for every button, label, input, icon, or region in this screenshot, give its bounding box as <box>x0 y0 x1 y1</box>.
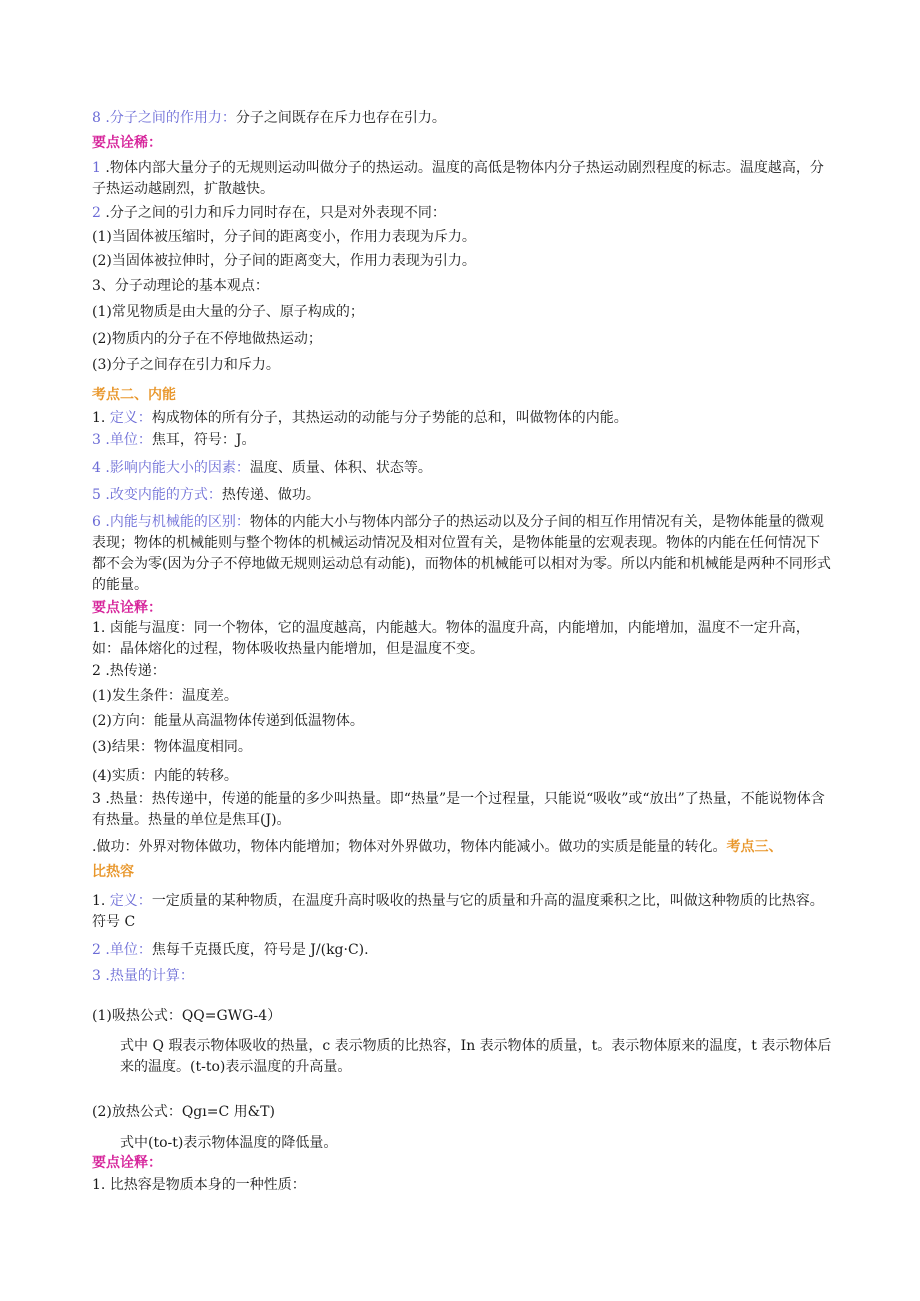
line-ways-to-change <box>92 485 832 505</box>
item-number: 6 <box>92 514 101 530</box>
item-text: 焦每千克摄氏度，符号是 J/(kg·C). <box>151 942 369 958</box>
key-point-heading: 要点诠释： <box>92 600 162 616</box>
item-heading: .改变内能的方式： <box>105 487 222 503</box>
item-number: 2 <box>92 205 101 221</box>
line-property: 1. 比热容是物质本身的一种性质： <box>92 1177 306 1193</box>
section-heading-specific-heat-part2: 比热容 <box>92 864 134 880</box>
item-heading: .单位： <box>105 432 152 448</box>
line-unit <box>92 430 832 450</box>
line-stretched: (2)当固体被拉伸时，分子间的距离变大，作用力表现为引力。 <box>92 253 476 269</box>
item-number: 3 <box>92 432 101 448</box>
line-basic-views: 3、分子动理论的基本观点： <box>92 278 269 294</box>
item-text: 焦耳，符号：J。 <box>151 432 256 448</box>
item-heading: 定义： <box>109 893 152 909</box>
line-heat-calculation <box>92 966 832 986</box>
line-view-3: (3)分子之间存在引力和斥力。 <box>92 357 280 373</box>
item-heading: .单位： <box>105 942 152 958</box>
line-essence: (4)实质：内能的转移。 <box>92 768 238 784</box>
item-text: 一定质量的某种物质，在温度升高时吸收的热量与它的质量和升高的温度乘积之比，叫做这种物质的比热容。符号 C <box>92 893 824 930</box>
line-heat-transfer: 2 .热传递： <box>92 663 166 679</box>
line-condition: (1)发生条件：温度差。 <box>92 688 238 704</box>
item-text: 热传递、做功。 <box>221 487 320 503</box>
line-intermolecular-force <box>92 108 832 128</box>
item-text: .做功：外界对物体做功，物体内能增加；物体对外界做功，物体内能减小。做功的实质是能量的转化。 <box>92 839 727 855</box>
item-heading: .影响内能大小的因素： <box>105 460 250 476</box>
line-force-coexist <box>92 203 832 223</box>
key-point-heading: 要点诠稀： <box>92 135 162 151</box>
line-direction: (2)方向：能量从高温物体传递到低温物体。 <box>92 713 364 729</box>
paragraph-absorb-explanation: 式中 Q 瑕表示物体吸收的热量，c 表示物质的比热容，In 表示物体的质量，t。表示物体原来的温度，t 表示物体后来的温度。(t-to)表示温度的升高量。 <box>120 1038 832 1075</box>
line-release-explanation: 式中(to-t)表示物体温度的降低量。 <box>120 1135 338 1151</box>
paragraph-specific-heat-definition <box>92 891 832 933</box>
paragraph-energy-temperature: 1. 卤能与温度：同一个物体，它的温度越高，内能越大。物体的温度升高，内能增加，内能增加，温度不一定升高，如：晶体熔化的过程，物体吸收热量内能增加，但是温度不变。 <box>92 620 810 657</box>
item-number: 4 <box>92 460 101 476</box>
item-text: 物体的内能大小与物体内部分子的热运动以及分子间的相互作用情况有关，是物体能量的微观表现；物体的机械能则与整个物体的机械运动情况及相对位置有关，是物体能量的宏观表现。物体的内能在任何情况下都不会为零(因为分子不停地做无规则运动总有动能)，而物体的机械能可以相对为零。所以内能和机械能是两种不同形式的能量。 <box>92 514 831 593</box>
line-specific-heat-unit <box>92 940 832 960</box>
item-number: 8 <box>92 110 101 126</box>
line-definition <box>92 408 832 428</box>
item-heading: 定义： <box>109 410 152 426</box>
item-text: 构成物体的所有分子，其热运动的动能与分子势能的总和，叫做物体的内能。 <box>151 410 628 426</box>
section-heading-internal-energy: 考点二、内能 <box>92 387 176 403</box>
line-factors <box>92 458 832 478</box>
item-number: 2 <box>92 942 101 958</box>
item-number: 1 <box>92 160 101 176</box>
item-number: 5 <box>92 487 101 503</box>
key-point-heading: 要点诠释： <box>92 1155 162 1171</box>
formula-absorb: (1)吸热公式：QQ=GWG-4） <box>92 1008 282 1024</box>
item-heading: .内能与机械能的区别： <box>105 514 250 530</box>
item-text: 温度、质量、体积、状态等。 <box>249 460 432 476</box>
line-view-2: (2)物质内的分子在不停地做热运动； <box>92 331 322 347</box>
paragraph-difference <box>92 512 832 596</box>
paragraph-heat-quantity: 3 .热量：热传递中，传递的能量的多少叫热量。即“热量”是一个过程量，只能说“吸收”或“放出”了热量，不能说物体含有热量。热量的单位是焦耳(J)。 <box>92 791 825 828</box>
item-text: .物体内部大量分子的无规则运动叫做分子的热运动。温度的高低是物体内分子热运动剧烈程度的标志。温度越高，分子热运动越剧烈，扩散越快。 <box>92 160 824 197</box>
line-work <box>92 837 832 857</box>
item-heading: .热量的计算： <box>105 968 194 984</box>
line-view-1: (1)常见物质是由大量的分子、原子构成的； <box>92 304 364 320</box>
item-heading: .分子之间的作用力： <box>105 110 236 126</box>
section-heading-specific-heat-part1: 考点三、 <box>726 839 783 855</box>
item-number: 1. <box>92 893 106 909</box>
item-text: .分子之间的引力和斥力同时存在，只是对外表现不同： <box>105 205 446 221</box>
item-text: 分子之间既存在斥力也存在引力。 <box>235 110 446 126</box>
line-result: (3)结果：物体温度相同。 <box>92 739 252 755</box>
formula-release: (2)放热公式：Qgı=C 用&T) <box>92 1104 275 1120</box>
item-number: 3 <box>92 968 101 984</box>
item-number: 1. <box>92 410 106 426</box>
paragraph-thermal-motion <box>92 158 832 200</box>
line-compressed: (1)当固体被压缩时，分子间的距离变小，作用力表现为斥力。 <box>92 229 476 245</box>
